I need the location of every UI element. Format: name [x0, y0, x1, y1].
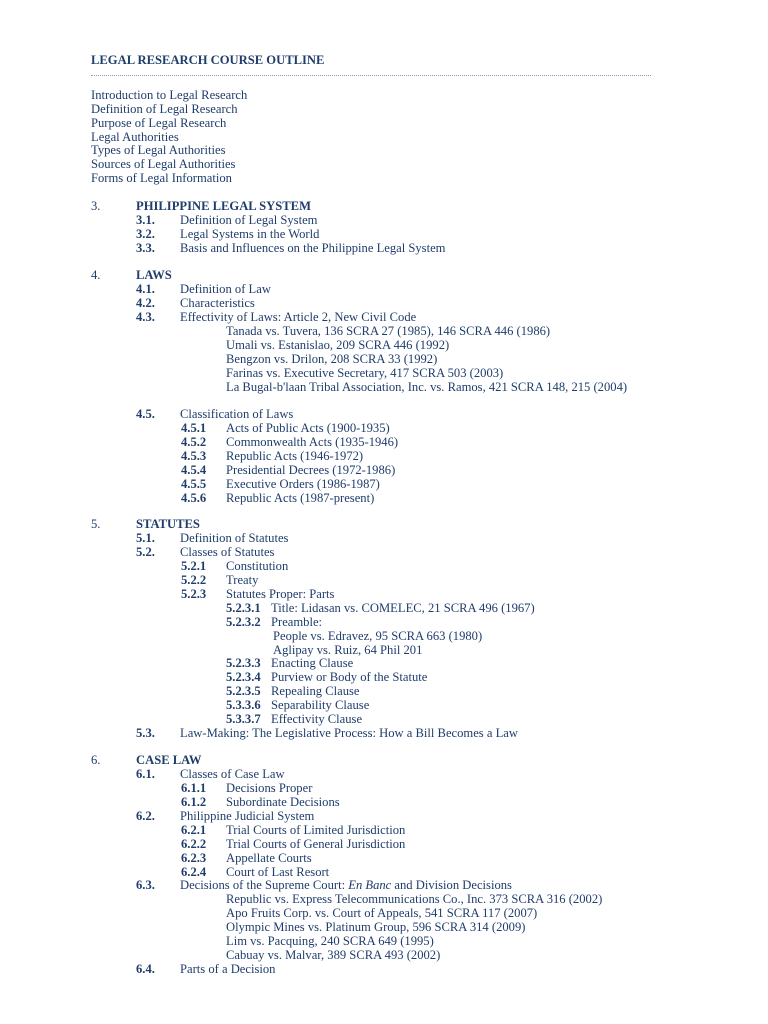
outline-text: Classification of Laws	[180, 407, 294, 421]
outline-line	[0, 296, 768, 310]
outline-text: Olympic Mines vs. Platinum Group, 596 SCRA 314 (2009)	[226, 920, 526, 934]
outline-text: Tanada vs. Tuvera, 136 SCRA 27 (1985), 146 SCRA 446 (1986)	[226, 324, 551, 338]
outline-text: Trial Courts of General Jurisdiction	[226, 837, 406, 851]
outline-line	[0, 767, 768, 781]
outline-text: Umali vs. Estanislao, 209 SCRA 446 (1992)	[226, 338, 450, 352]
outline-line	[0, 491, 768, 505]
outline-text: Characteristics	[180, 296, 255, 310]
outline-line	[0, 753, 768, 767]
outline-line	[0, 865, 768, 879]
outline-line	[0, 352, 768, 366]
outline-text: Executive Orders (1986-1987)	[226, 477, 380, 491]
outline-number: 4.5.3	[181, 449, 207, 463]
intro-topic: Legal Authorities	[91, 129, 179, 144]
outline-number: 4.5.5	[181, 477, 207, 491]
outline-line	[0, 906, 768, 920]
outline-number: 5.2.3.5	[226, 684, 261, 698]
outline-text: Classes of Case Law	[180, 767, 285, 781]
outline-line	[0, 920, 768, 934]
outline-number: 4.5.	[136, 407, 155, 421]
outline-text: Law-Making: The Legislative Process: How a Bill Becomes a Law	[180, 726, 518, 740]
outline-text: Farinas vs. Executive Secretary, 417 SCRA 503 (2003)	[226, 366, 504, 380]
outline-text: Parts of a Decision	[180, 962, 276, 976]
outline-text: Statutes Proper: Parts	[226, 587, 335, 601]
dotted-divider	[91, 75, 651, 76]
outline-number: 4.5.6	[181, 491, 207, 505]
outline-line	[0, 684, 768, 698]
outline-line	[0, 338, 768, 352]
outline-text: Definition of Statutes	[180, 531, 289, 545]
outline-line	[0, 268, 768, 282]
outline-text: Republic vs. Express Telecommunications Co., Inc. 373 SCRA 316 (2002)	[226, 892, 603, 906]
outline-line	[0, 698, 768, 712]
intro-topic: Forms of Legal Information	[91, 171, 232, 186]
outline-line	[0, 199, 768, 213]
outline-line	[0, 781, 768, 795]
outline-number: 5.2.3.4	[226, 670, 261, 684]
outline-line	[0, 241, 768, 255]
outline-line	[0, 809, 768, 823]
outline-text: STATUTES	[136, 517, 200, 531]
outline-line	[0, 656, 768, 670]
outline-number: 3.1.	[136, 213, 155, 227]
outline-number: 4.3.	[136, 310, 155, 324]
outline-line	[0, 366, 768, 380]
outline-line	[0, 712, 768, 726]
outline-number: 5.3.3.7	[226, 712, 261, 726]
outline-line	[0, 851, 768, 865]
outline-number: 6.1.	[136, 767, 155, 781]
outline-number: 5.2.1	[181, 559, 207, 573]
outline-number: 4.5.4	[181, 463, 207, 477]
outline-text: Treaty	[226, 573, 259, 587]
outline-number: 5.2.	[136, 545, 155, 559]
outline-text: Enacting Clause	[271, 656, 354, 670]
outline-line	[0, 380, 768, 394]
outline-number: 6.	[91, 753, 101, 767]
outline-line	[0, 615, 768, 629]
outline-text: Appellate Courts	[226, 851, 312, 865]
outline-text: Court of Last Resort	[226, 865, 330, 879]
outline-number: 5.2.3.2	[226, 615, 261, 629]
outline-line	[0, 421, 768, 435]
outline-text: Acts of Public Acts (1900-1935)	[226, 421, 390, 435]
outline-number: 6.2.1	[181, 823, 207, 837]
outline-line	[0, 878, 768, 892]
outline-line	[0, 282, 768, 296]
outline-number: 6.2.3	[181, 851, 207, 865]
outline-line	[0, 962, 768, 976]
outline-text: Cabuay vs. Malvar, 389 SCRA 493 (2002)	[226, 948, 441, 962]
intro-topic: Definition of Legal Research	[91, 101, 238, 116]
outline-number: 5.2.2	[181, 573, 207, 587]
outline-number: 4.1.	[136, 282, 155, 296]
outline-number: 3.2.	[136, 227, 155, 241]
outline-line	[0, 449, 768, 463]
outline-line	[0, 629, 768, 643]
outline-text: PHILIPPINE LEGAL SYSTEM	[136, 199, 311, 213]
outline-line	[0, 310, 768, 324]
document-title: LEGAL RESEARCH COURSE OUTLINE	[91, 53, 325, 67]
outline-line	[0, 477, 768, 491]
outline-line	[0, 823, 768, 837]
outline-number: 5.2.3.3	[226, 656, 261, 670]
outline-line	[0, 573, 768, 587]
outline-line	[0, 837, 768, 851]
outline-text: Basis and Influences on the Philippine Legal System	[180, 241, 446, 255]
outline-line	[0, 531, 768, 545]
outline-text: CASE LAW	[136, 753, 202, 767]
outline-line	[0, 670, 768, 684]
outline-number: 5.1.	[136, 531, 155, 545]
outline-line	[0, 795, 768, 809]
outline-line	[0, 435, 768, 449]
outline-text: Effectivity of Laws: Article 2, New Civil Code	[180, 310, 417, 324]
outline-text: Purview or Body of the Statute	[271, 670, 428, 684]
outline-line	[0, 517, 768, 531]
outline-text: Republic Acts (1946-1972)	[226, 449, 364, 463]
outline-line	[0, 407, 768, 421]
outline-number: 5.2.3	[181, 587, 207, 601]
outline-text: Lim vs. Pacquing, 240 SCRA 649 (1995)	[226, 934, 434, 948]
outline-line	[0, 227, 768, 241]
outline-number: 6.1.1	[181, 781, 207, 795]
outline-text: Repealing Clause	[271, 684, 360, 698]
intro-topic: Introduction to Legal Research	[91, 88, 248, 102]
outline-number: 5.2.3.1	[226, 601, 261, 615]
outline-number: 5.3.	[136, 726, 155, 740]
outline-number: 3.	[91, 199, 101, 213]
outline-line	[0, 559, 768, 573]
outline-text: Constitution	[226, 559, 289, 573]
outline-line	[0, 213, 768, 227]
outline-number: 5.3.3.6	[226, 698, 261, 712]
outline-text: Commonwealth Acts (1935-1946)	[226, 435, 399, 449]
outline-text: Trial Courts of Limited Jurisdiction	[226, 823, 406, 837]
outline-text: Effectivity Clause	[271, 712, 363, 726]
outline-number: 6.2.	[136, 809, 155, 823]
outline-number: 3.3.	[136, 241, 155, 255]
outline-text: Apo Fruits Corp. vs. Court of Appeals, 541 SCRA 117 (2007)	[226, 906, 538, 920]
outline-line	[0, 643, 768, 657]
outline-text: Definition of Legal System	[180, 213, 318, 227]
outline-text: Separability Clause	[271, 698, 370, 712]
outline-number: 6.4.	[136, 962, 155, 976]
intro-topic: Sources of Legal Authorities	[91, 157, 236, 172]
outline-text: La Bugal-b'laan Tribal Association, Inc. vs. Ramos, 421 SCRA 148, 215 (2004)	[226, 380, 628, 394]
outline-text: People vs. Edravez, 95 SCRA 663 (1980)	[273, 629, 483, 643]
outline-text: Legal Systems in the World	[180, 227, 320, 241]
outline-text: Preamble:	[271, 615, 323, 629]
outline-line	[0, 587, 768, 601]
outline-line	[0, 948, 768, 962]
outline-number: 4.5.1	[181, 421, 207, 435]
outline-line	[0, 892, 768, 906]
outline-number: 6.2.4	[181, 865, 207, 879]
outline-text: Classes of Statutes	[180, 545, 275, 559]
outline-line	[0, 463, 768, 477]
outline-number: 6.2.2	[181, 837, 207, 851]
outline-text: Aglipay vs. Ruiz, 64 Phil 201	[273, 643, 423, 657]
intro-topic: Purpose of Legal Research	[91, 115, 227, 130]
outline-text: Title: Lidasan vs. COMELEC, 21 SCRA 496 (1967)	[271, 601, 535, 615]
outline-line	[0, 324, 768, 338]
outline-line	[0, 545, 768, 559]
outline-text: Definition of Law	[180, 282, 271, 296]
outline-number: 5.	[91, 517, 101, 531]
outline-number: 6.1.2	[181, 795, 207, 809]
outline-text: Bengzon vs. Drilon, 208 SCRA 33 (1992)	[226, 352, 438, 366]
outline-text: Decisions of the Supreme Court: En Banc and Division Decisions	[180, 878, 512, 892]
outline-number: 4.	[91, 268, 101, 282]
outline-text: Philippine Judicial System	[180, 809, 315, 823]
outline-number: 6.3.	[136, 878, 155, 892]
intro-topic: Types of Legal Authorities	[91, 143, 226, 158]
outline-line	[0, 601, 768, 615]
outline-text: Subordinate Decisions	[226, 795, 340, 809]
outline-text: Presidential Decrees (1972-1986)	[226, 463, 396, 477]
outline-number: 4.5.2	[181, 435, 207, 449]
outline-line	[0, 726, 768, 740]
outline-number: 4.2.	[136, 296, 155, 310]
outline-line	[0, 934, 768, 948]
outline-text: Republic Acts (1987-present)	[226, 491, 375, 505]
outline-text: Decisions Proper	[226, 781, 313, 795]
outline-text: LAWS	[136, 268, 172, 282]
